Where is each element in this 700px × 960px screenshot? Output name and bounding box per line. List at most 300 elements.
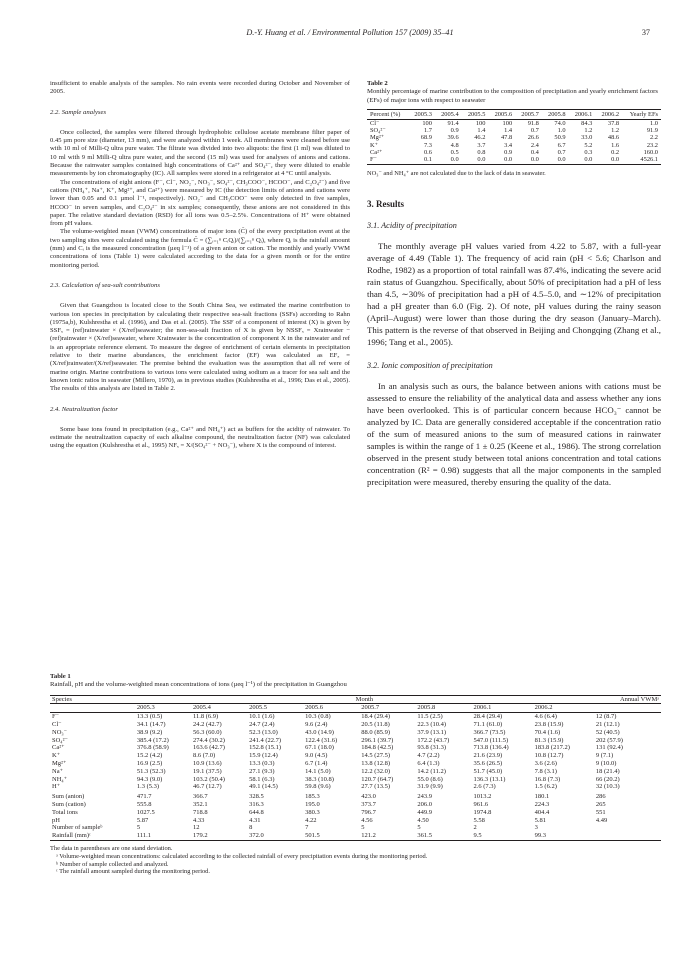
table-1-cell: 43.0 (14.9) — [305, 728, 334, 736]
table-1-cell: 38.3 (10.8) — [305, 775, 334, 783]
table-1-cell: 5 — [136, 824, 141, 832]
table-1-cell: 718.8 — [192, 808, 208, 816]
section-2-4-paragraph-1: Some base ions found in precipitation (e.g., Ca²⁺ and NH₄⁺) act as buffers for the acidity of rainwater. To estimate the neutralization capacity of each alkaline compound, the neutralization factor (NF) was calculated using the equation (Kulshrestha et al., 1995) NFₓ = X/(SO₄²⁻ + NO₃⁻), where X is the compound of interest. — [50, 425, 350, 450]
table-2-cell: 0.0 — [450, 156, 459, 164]
table-1-cell: 21 (12.1) — [595, 720, 620, 728]
table-2-ion: Mg²⁺ — [370, 134, 385, 142]
table-row — [50, 729, 661, 737]
table-1-species: Sum (cation) — [52, 800, 86, 808]
table-1-cell: 286 — [595, 793, 606, 801]
table-1-month: 2006.2 — [533, 704, 594, 713]
section-3-1-title: 3.1. Acidity of precipitation — [367, 220, 457, 230]
table-1-cell: 183.8 (217.2) — [534, 744, 570, 752]
page-number: 37 — [641, 28, 650, 37]
table-1-cell: 93.8 (31.3) — [417, 744, 447, 752]
table-1-month: 2005.4 — [191, 704, 247, 713]
table-2-cell: 6.7 — [557, 141, 566, 149]
table-2-cell: 4.8 — [450, 141, 459, 149]
table-2-cell: 46.2 — [474, 134, 486, 142]
table-1-cell: 14.5 (27.5) — [361, 752, 390, 760]
table-1-cell: 206.0 — [417, 800, 433, 808]
table-1-cell: 551 — [595, 808, 606, 816]
table-2-cell: 0.0 — [530, 156, 539, 164]
table-2-cell: 5.2 — [584, 141, 593, 149]
table-1-month-row — [50, 704, 661, 713]
table-2-ion: K⁺ — [370, 141, 378, 149]
table-2-header-month: 2005.7 — [521, 110, 539, 118]
table-1-species: pH — [52, 816, 60, 824]
table-1-cell: 71.1 (61.0) — [473, 720, 503, 728]
table-1-cell: 361.5 — [415, 832, 471, 840]
table-row — [50, 713, 661, 721]
table-1-cell: 316.3 — [249, 800, 264, 808]
table-1-cell: 9 (10.0) — [595, 759, 617, 767]
table-1-cell: 88.0 (85.9) — [361, 728, 390, 736]
table-2-header-month: 2006.2 — [601, 110, 620, 118]
table-1-cell: 31.9 (9.9) — [417, 783, 443, 791]
table-1-cell: 4.6 (6.4) — [534, 713, 557, 721]
table-2-cell: 3.7 — [477, 141, 486, 149]
table-1-cell: 224.3 — [534, 800, 550, 808]
table-1-cell: 6.4 (1.3) — [417, 759, 440, 767]
table-2 — [367, 109, 661, 165]
table-1-month: 2006.1 — [472, 704, 533, 713]
table-1-cell: 380.3 — [305, 808, 320, 816]
table-2-header-month: 2005.3 — [414, 110, 432, 118]
table-1-cell: 12 (8.7) — [595, 713, 617, 721]
table-1-month-spacer-end — [594, 704, 661, 713]
table-2-cell: 0.9 — [450, 127, 459, 135]
table-1-cell: 13.8 (12.8) — [361, 759, 390, 767]
table-row — [50, 791, 661, 801]
table-row — [50, 783, 661, 791]
table-row — [50, 801, 661, 809]
table-1-cell: 131 (92.4) — [595, 744, 623, 752]
table-row — [50, 752, 661, 760]
table-2-cell: 0.0 — [557, 156, 566, 164]
table-1-cell: 2.6 (7.3) — [473, 783, 496, 791]
table-1-cell: 180.1 — [534, 793, 550, 801]
table-2-cell: 0.7 — [530, 127, 539, 135]
table-1-species: Mg²⁺ — [52, 759, 67, 767]
table-2-cell: 1.4 — [477, 127, 486, 135]
section-2-2-paragraph-3: The volume-weighted mean (VWM) concentrations of major ions (C̄) of the every precipitation event at the two sampling sites were calculated using the formula C̄ = (∑ᵢ₌₁ⁿ CᵢQᵢ)/(∑ᵢ₌₁ⁿ Qᵢ), where Qᵢ is the rainfall amount (mm) and Cᵢ is the measured concentration (µeq l⁻¹) of a given anion or cation. The monthly and yearly VWM concentrations of ions (Table 1) were calculated according to the data for a given month or for the entire monitoring period. — [50, 228, 350, 269]
table-1-col-annual: Annual VWMᵃ — [619, 695, 659, 703]
table-1-month: 2005.8 — [415, 704, 471, 713]
section-2-2-paragraph-1: Once collected, the samples were filtered through hydrophobic cellulose acetate membrane filter paper of 0.45 µm pore size (diameter, 13 mm), and were analyzed within 1 week. All membranes were cleaned before use with 10 ml of Milli-Q ultra pure water. The filtrate was divided into two aliquots: the first (1 ml) was diluted to 10 ml with 9 ml Milli-Q ultra pure water, and the second (15 ml) was used for analyses of anions and cations. Because the rainwater samples contained high concentrations of Ca²⁺ and SO₄²⁻, they were diluted to enable measurements by ion chromatography (IC). All samples were stored in a refrigerator at 4 °C until analysis. — [50, 128, 350, 178]
table-1-note: ᶜ The rainfall amount sampled during the monitoring period. — [56, 868, 210, 876]
table-1-cell: 136.3 (13.1) — [473, 775, 506, 783]
table-1-caption-text: Rainfall, pH and the volume-weighted mean concentrations of ions (µeq l⁻¹) of the precipitation in Guangzhou — [50, 681, 347, 689]
table-1-cell: 7.8 (3.1) — [534, 767, 557, 775]
table-1-cell: 18.4 (29.4) — [361, 713, 390, 721]
table-1-cell: 10.1 (1.6) — [249, 713, 275, 721]
table-1-month: 2005.6 — [303, 704, 359, 713]
table-2-cell: 37.8 — [607, 119, 620, 127]
table-1-cell: 2 — [473, 824, 477, 832]
table-1-cell: 5 — [417, 824, 421, 832]
table-1-cell: 372.0 — [247, 832, 303, 840]
table-1-cell: 179.2 — [191, 832, 247, 840]
table-2-cell: 100 — [422, 119, 432, 127]
table-1-cell: 4.7 (2.2) — [417, 752, 440, 760]
table-1-cell: 9.5 — [472, 832, 533, 840]
table-1-cell: 243.9 — [417, 793, 433, 801]
table-1-cell: 184.8 (42.5) — [361, 744, 394, 752]
table-1-cell: 4.22 — [305, 816, 317, 824]
table-2-cell: 1.7 — [423, 127, 432, 135]
table-1-cell: 9.0 (4.5) — [305, 752, 328, 760]
intro-paragraph: insufficient to enable analysis of the samples. No rain events were recorded during October and November of 2005. — [50, 80, 350, 96]
table-2-cell: 0.2 — [611, 149, 620, 157]
table-2-cell: 100 — [475, 119, 486, 127]
table-1-cell: 796.7 — [361, 808, 376, 816]
table-1-species: NH₄⁺ — [52, 775, 68, 783]
table-row — [367, 119, 661, 127]
table-1-header-row — [50, 695, 661, 704]
table-1-cell: 103.2 (50.4) — [192, 775, 225, 783]
table-1-cell: 12.2 (32.0) — [361, 767, 390, 775]
table-1-cell: 51.3 (52.3) — [136, 767, 166, 775]
table-2-header-month: 2006.1 — [574, 110, 593, 118]
table-1-cell: 46.7 (12.7) — [192, 783, 222, 791]
table-1-cell: 9 (7.1) — [595, 752, 614, 760]
table-2-cell: 68.9 — [420, 134, 432, 142]
table-2-cell: 0.7 — [557, 149, 566, 157]
table-2-cell: 84.3 — [581, 119, 593, 127]
table-1-month: 2005.5 — [247, 704, 303, 713]
table-1-cell: 8 — [249, 824, 253, 832]
table-1-cell: 1013.2 — [473, 793, 492, 801]
table-row — [367, 127, 661, 134]
section-3-1-paragraph-1: The monthly average pH values varied from 4.22 to 5.87, with a full-year average of 4.49 (Table 1). The frequency of acid rain (pH < 5.6; Charlson and Rodhe, 1982) as a proportion of total rainfall was 87.4%, indicating the severe acid rain status of Guangzhou. Specifically, about 50% of precipitation had a pH of less than 4.5, ∼30% of precipitation had a pH of 4.5–5.0, and ∼12% of precipitation had a pH greater than 6.0 (Fig. 2). Of note, pH values during the rainy season (April–August) were lower than those during the dry season (January–March). This pattern is the reverse of that observed in Beijing and Chongqing (Zhang et al., 1996; Tang et al., 2005). — [367, 240, 661, 348]
table-2-header-month: 2005.5 — [467, 110, 486, 118]
table-1-species: K⁺ — [52, 752, 61, 760]
table-row — [50, 817, 661, 825]
section-2-2-paragraph-2: The concentrations of eight anions (F⁻, Cl⁻, NO₂⁻, NO₃⁻, SO₄²⁻, CH₃COO⁻, HCOO⁻, and C₂O₄²⁻) and five cations (NH₄⁺, Na⁺, K⁺, Mg²⁺, and Ca²⁺) were measured by IC (the detection limits of anions and cations were lower than 0.05 and 0.1 µmol l⁻¹, respectively). NO₂⁻ and CH₃COO⁻ were only detected in five samples, HCOO⁻ in seven samples, and C₂O₄²⁻ in six samples; consequently, these anions are not considered in this paper. The relative standard deviation (RSD) for all ions was 0.5–2.5%. Concentrations of H⁺ were obtained from pH values. — [50, 178, 350, 228]
table-1-cell: 13.3 (0.3) — [249, 759, 275, 767]
table-row — [367, 156, 661, 164]
table-1-cell: 274.4 (30.2) — [192, 736, 225, 744]
table-1-cell: 55.0 (8.6) — [417, 775, 443, 783]
table-1-species: F⁻ — [52, 713, 60, 721]
table-1-cell: 67.1 (18.0) — [305, 744, 334, 752]
table-1-body — [50, 713, 661, 841]
section-2-2-title: 2.2. Sample analyses — [50, 108, 107, 116]
table-1-cell: 27.7 (13.5) — [361, 783, 390, 791]
table-1-cell: 111.1 — [135, 832, 191, 840]
table-1-cell: 366.7 — [192, 793, 208, 801]
table-1-cell: 15.2 (4.2) — [136, 752, 163, 760]
table-1-month: 2005.3 — [135, 704, 191, 713]
table-1-cell: 66 (20.2) — [595, 775, 620, 783]
table-2-header-month: 2005.6 — [494, 110, 513, 118]
table-1-label: Table 1 — [50, 673, 71, 680]
table-1-cell: 547.0 (111.5) — [473, 736, 509, 744]
table-2-label: Table 2 — [367, 80, 388, 87]
table-2-cell: 50.9 — [554, 134, 566, 142]
table-2-caption-text: Monthly percentage of marine contribution to the composition of precipitation and yearly enrichment factors (EFs) of major ions with respect to seawater — [367, 88, 659, 104]
table-1-cell: 15.9 (12.4) — [249, 752, 278, 760]
table-1-cell: 35.6 (26.5) — [473, 759, 503, 767]
table-2-cell: 91.8 — [527, 119, 539, 127]
table-2-cell: 1.2 — [584, 127, 593, 135]
table-1-cell — [594, 824, 661, 832]
section-2-3-title: 2.3. Calculation of sea-salt contributions — [50, 281, 160, 289]
table-1-cell: 376.8 (58.9) — [136, 744, 169, 752]
table-1-cell: 172.2 (43.7) — [417, 736, 450, 744]
table-1-cell: 202 (57.9) — [595, 736, 623, 744]
table-1-species: Number of sampleᵇ — [52, 824, 103, 832]
table-1-cell: 241.4 (22.7) — [249, 736, 282, 744]
table-1-cell: 3.6 (2.6) — [534, 759, 557, 767]
table-1-cell: 185.3 — [305, 793, 320, 801]
table-1-cell: 23.8 (15.9) — [534, 720, 564, 728]
section-2-3-paragraph-1: Given that Guangzhou is located close to the South China Sea, we estimated the marine contribution to various ion species in precipitation by calculating their respective sea-salt fractions (SSFs) according to Rahn (1975a,b), Kulshrestha et al. (1996), and Das et al. (2005). The SSF of a component of interest (X) is given by SSFₓ = (ref)rainwater × (X/ref)seawater; the non-sea-salt fraction of X is given by NSSFₓ = Xrainwater − (ref)rainwater × (X/ref)seawater, where Xrainwater is the concentration of component X in the rainwater and ref is an appropriate reference element. To measure the degree of enrichment of certain elements in precipitation relative to their marine abundances, the enrichment factor (EF) was calculated as EFₓ = (X/ref)rainwater/(X/ref)seawater. The premise behind the evaluation was the assumption that all ref were of marine origin. Marine contributions to various ions were calculated using sodium as a tracer for sea salt and the known ionic ratios in seawater (Millero, 1970), as in previous studies (Kulshrestha et al., 1996; Das et al., 2005). The results of this analysis are listed in Table 2. — [50, 302, 350, 393]
table-1-cell: 296.1 (39.7) — [361, 736, 394, 744]
table-1-cell: 28.4 (29.4) — [473, 713, 503, 721]
table-1-cell: 81.3 (15.9) — [534, 736, 564, 744]
table-2-ion: Cl⁻ — [370, 119, 380, 127]
table-1-species: SO₄²⁻ — [52, 736, 68, 744]
table-2-header-percent: Percent (%) — [370, 110, 401, 118]
table-1-cell: 366.7 (73.5) — [473, 728, 506, 736]
table-2-cell: 0.9 — [504, 149, 513, 157]
table-1-cell — [594, 832, 661, 840]
table-2-cell: 0.6 — [423, 149, 432, 157]
table-row — [50, 768, 661, 776]
table-1-cell: 5.58 — [473, 816, 485, 824]
table-row — [50, 721, 661, 729]
table-1-cell: 152.8 (15.1) — [249, 744, 282, 752]
table-1-cell: 24.2 (42.7) — [192, 720, 222, 728]
table-row — [367, 142, 661, 149]
table-1-cell: 12 — [192, 824, 200, 832]
table-1-cell: 94.3 (9.0) — [136, 775, 163, 783]
table-1-cell: 373.7 — [361, 800, 376, 808]
table-1-cell: 4.49 — [595, 816, 608, 824]
table-1-species: Na⁺ — [52, 767, 64, 775]
table-1-cell: 961.6 — [473, 800, 489, 808]
table-1-cell: 4.31 — [249, 816, 261, 824]
table-2-cell: 26.6 — [527, 134, 539, 142]
table-1-cell: 52 (40.5) — [595, 728, 620, 736]
table-1-species: Total ions — [52, 808, 78, 816]
table-row — [367, 149, 661, 156]
journal-citation: D.-Y. Huang et al. / Environmental Pollution 157 (2009) 35–41 — [246, 28, 454, 37]
table-1-cell: 265 — [595, 800, 606, 808]
section-3-title: 3. Results — [367, 198, 405, 209]
table-1-cell: 1027.5 — [136, 808, 155, 816]
table-1-cell: 27.1 (9.3) — [249, 767, 275, 775]
table-2-cell: 160.0 — [643, 149, 658, 157]
table-2-header-month: 2005.8 — [548, 110, 566, 118]
table-1-cell: 52.3 (13.0) — [249, 728, 278, 736]
table-1-species: Ca²⁺ — [52, 744, 65, 752]
table-2-cell: 0.0 — [504, 156, 513, 164]
right-column — [367, 80, 661, 488]
table-2-caption — [367, 80, 661, 105]
table-2-cell: 1.4 — [504, 127, 513, 135]
table-2-cell: 0.3 — [584, 149, 593, 157]
table-1-col-month: Month — [355, 695, 374, 703]
table-1-cell: 19.1 (37.5) — [192, 767, 222, 775]
table-1-col-species: Species — [52, 695, 72, 703]
table-1-cell: 14.2 (11.2) — [417, 767, 446, 775]
table-1-cell: 10.9 (13.6) — [192, 759, 222, 767]
table-1-cell: 501.5 — [303, 832, 359, 840]
section-2-4-title: 2.4. Neutralization factor — [50, 405, 118, 413]
table-2-cell: 0.0 — [611, 156, 620, 164]
table-2-header-yearly: Yearly EFs — [629, 110, 658, 118]
table-1-cell: 38.9 (9.2) — [136, 728, 163, 736]
table-1-cell: 9.6 (2.4) — [305, 720, 328, 728]
table-1-cell: 120.7 (64.7) — [361, 775, 394, 783]
left-column — [50, 80, 350, 451]
table-2-cell: 100 — [502, 119, 513, 127]
table-1-cell: 449.9 — [417, 808, 433, 816]
table-1-cell: 14.1 (5.0) — [305, 767, 331, 775]
table-2-cell: 2.4 — [530, 141, 539, 149]
table-1-cell: 5.81 — [534, 816, 547, 824]
table-row — [50, 824, 661, 832]
table-2-cell: 1.0 — [557, 127, 566, 135]
section-3-2-paragraph-1: In an analysis such as ours, the balance between anions with cations must be assessed to ensure the reliability of the analytical data and assess whether any ions have been overlooked. This is of particular concern because HCO₃⁻ cannot be analyzed by IC. Data are generally considered acceptable if the concentration ratio of the sum of measured anions to the sum of measured cations in rainwater samples is within the range of 1 ± 0.25 (Keene et al., 1986). The strong correlation observed in the present study between total anions concentration and total cations concentration (R² = 0.98) suggests that all the major components in the sampled precipitation were measured, thereby ensuring the quality of the data. — [367, 380, 661, 488]
table-2-cell: 33.0 — [581, 134, 593, 142]
table-2-cell: 48.6 — [607, 134, 620, 142]
table-1-cell: 58.1 (6.3) — [249, 775, 275, 783]
table-2-ion: Ca²⁺ — [370, 149, 383, 157]
table-1-cell: 5.87 — [136, 816, 149, 824]
table-2-cell: 4526.1 — [640, 156, 658, 164]
section-3-2-title: 3.2. Ionic composition of precipitation — [367, 360, 493, 370]
table-2-header-row — [367, 109, 661, 119]
table-1-cell: 22.3 (10.4) — [417, 720, 447, 728]
table-1-species: H⁺ — [52, 783, 61, 791]
table-2-cell: 2.2 — [650, 134, 658, 142]
table-row — [50, 776, 661, 784]
table-1-cell: 5 — [361, 824, 365, 832]
table-1-species: NO₃⁻ — [52, 728, 68, 736]
table-2-cell: 0.0 — [584, 156, 593, 164]
table-1-cell: 16.9 (2.5) — [136, 759, 163, 767]
table-1-cell: 644.8 — [249, 808, 264, 816]
table-1-month-spacer — [50, 704, 135, 713]
table-1-cell: 13.3 (0.5) — [136, 713, 163, 721]
table-row — [367, 134, 661, 141]
table-1-cell: 70.4 (1.6) — [534, 728, 561, 736]
table-1-block — [50, 673, 661, 876]
table-1-note: ᵇ Number of sample collected and analyzed. — [56, 860, 169, 868]
table-2-cell: 47.8 — [500, 134, 513, 142]
table-2-body — [367, 119, 661, 164]
table-1-cell: 37.9 (13.1) — [417, 728, 447, 736]
table-1-cell: 10.8 (12.7) — [534, 752, 564, 760]
table-1-cell: 352.1 — [192, 800, 208, 808]
table-2-cell: 0.8 — [477, 149, 486, 157]
table-1-species: Sum (anion) — [52, 793, 85, 801]
table-1-cell: 713.8 (136.4) — [473, 744, 509, 752]
table-1-cell: 6.7 (1.4) — [305, 759, 328, 767]
table-1-cell: 555.8 — [136, 800, 152, 808]
table-1-cell: 1974.8 — [473, 808, 492, 816]
table-2-ion: F⁻ — [370, 156, 377, 164]
table-1-cell: 8.6 (7.0) — [192, 752, 216, 760]
table-1-cell: 328.5 — [249, 793, 264, 801]
table-2-cell: 1.2 — [611, 127, 620, 135]
table-1-cell: 51.7 (45.0) — [473, 767, 503, 775]
table-1-cell: 11.8 (6.9) — [192, 713, 219, 721]
table-2-cell: 91.9 — [646, 127, 658, 135]
table-2-cell: 0.5 — [450, 149, 459, 157]
table-2-cell: 39.6 — [447, 134, 459, 142]
table-row — [50, 832, 661, 840]
table-1-species: Rainfall (mm)ᶜ — [50, 832, 135, 840]
table-1-cell: 4.56 — [361, 816, 373, 824]
table-2-cell: 1.0 — [650, 119, 658, 127]
table-1-cell: 11.5 (2.5) — [417, 713, 443, 721]
table-1-cell: 7 — [305, 824, 309, 832]
table-1 — [50, 695, 661, 841]
table-1-notes — [50, 845, 661, 876]
table-2-cell: 3.4 — [504, 141, 513, 149]
table-2-cell: 23.2 — [646, 141, 658, 149]
table-1-cell: 195.0 — [305, 800, 320, 808]
table-1-cell: 16.8 (7.3) — [534, 775, 561, 783]
table-2-cell: 0.4 — [530, 149, 539, 157]
table-1-cell: 59.8 (9.6) — [305, 783, 331, 791]
table-1-cell: 10.3 (0.8) — [305, 713, 331, 721]
table-2-cell: 74.0 — [554, 119, 566, 127]
table-1-caption — [50, 673, 661, 690]
table-1-cell: 56.3 (60.0) — [192, 728, 222, 736]
page-header — [50, 28, 650, 42]
table-1-cell: 32 (10.3) — [595, 783, 620, 791]
table-2-header-month: 2005.4 — [441, 110, 459, 118]
table-2-ion: SO₄²⁻ — [370, 127, 386, 135]
table-1-cell: 423.0 — [361, 793, 376, 801]
table-1-cell: 163.6 (42.7) — [192, 744, 225, 752]
table-row — [50, 737, 661, 745]
table-1-cell: 122.4 (31.6) — [305, 736, 338, 744]
table-1-cell: 34.1 (14.7) — [136, 720, 166, 728]
table-1-cell: 385.4 (17.2) — [136, 736, 169, 744]
table-row — [50, 744, 661, 752]
table-2-cell: 7.3 — [423, 141, 432, 149]
table-1-cell: 471.7 — [136, 793, 152, 801]
table-1-cell: 121.2 — [359, 832, 415, 840]
table-2-cell: 0.1 — [423, 156, 432, 164]
table-row — [50, 760, 661, 768]
table-1-cell: 21.6 (23.9) — [473, 752, 503, 760]
table-1-cell: 1.5 (6.2) — [534, 783, 557, 791]
table-1-cell: 4.33 — [192, 816, 205, 824]
table-row — [50, 809, 661, 817]
table-1-cell: 18 (21.4) — [595, 767, 620, 775]
table-1-cell: 49.1 (14.5) — [249, 783, 278, 791]
table-1-cell: 4.50 — [417, 816, 429, 824]
table-1-note: ᵃ Volume-weighted mean concentrations: calculated according to the collected rainfall of every precipitation events during the monitoring period. — [56, 852, 428, 860]
table-1-cell: 20.5 (11.8) — [361, 720, 390, 728]
table-1-cell: 99.3 — [533, 832, 594, 840]
table-2-cell: 91.4 — [447, 119, 459, 127]
table-1-month: 2005.7 — [359, 704, 415, 713]
table-2-cell: 1.6 — [611, 141, 620, 149]
table-1-cell: 24.7 (2.4) — [249, 720, 275, 728]
table-1-cell: 3 — [534, 824, 538, 832]
table-1-note: The data in parentheses are one stand deviation. — [50, 844, 173, 852]
table-2-note: NO₃⁻ and NH₄⁺ are not calculated due to the lack of data in seawater. — [367, 169, 546, 177]
